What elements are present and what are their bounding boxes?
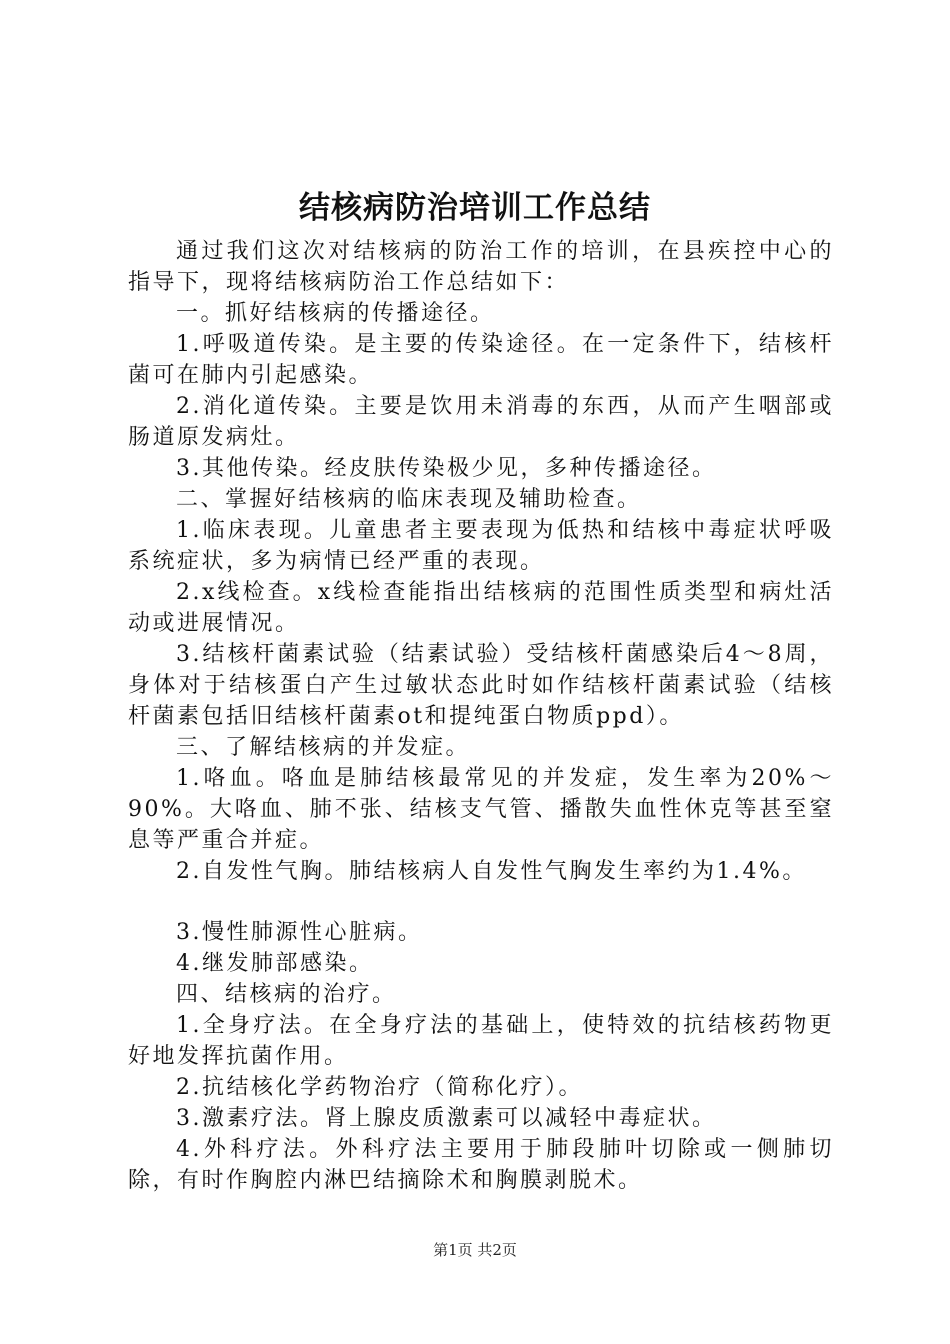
document-title: 结核病防治培训工作总结 [299, 190, 651, 226]
paragraph: 4.继发肺部感染。 [176, 951, 374, 976]
paragraph: 4.外科疗法。外科疗法主要用于肺段肺叶切除或一侧肺切除，有时作胸腔内淋巴结摘除术和胸膜剥脱术。 [128, 1137, 834, 1193]
paragraph: 1.呼吸道传染。是主要的传染途径。在一定条件下，结核杆菌可在肺内引起感染。 [128, 332, 834, 388]
paragraph: 2.消化道传染。主要是饮用未消毒的东西，从而产生咽部或肠道原发病灶。 [128, 394, 834, 450]
paragraph-intro: 通过我们这次对结核病的防治工作的培训，在县疾控中心的指导下，现将结核病防治工作总结如下： [128, 239, 834, 295]
paragraph: 3.激素疗法。肾上腺皮质激素可以减轻中毒症状。 [176, 1106, 717, 1131]
paragraph: 3.其他传染。经皮肤传染极少见，多种传播途径。 [176, 456, 717, 481]
paragraph: 1.咯血。咯血是肺结核最常见的并发症，发生率为20%～90%。大咯血、肺不张、结核支气管、播散失血性休克等甚至窒息等严重合并症。 [128, 766, 834, 853]
page-number-footer: 第1页 共2页 [433, 1241, 517, 1259]
section-heading-1: 一。抓好结核病的传播途径。 [176, 301, 495, 326]
document-body [128, 236, 834, 1196]
paragraph: 1.临床表现。儿童患者主要表现为低热和结核中毒症状呼吸系统症状，多为病情已经严重的表现。 [128, 518, 834, 574]
paragraph: 3.慢性肺源性心脏病。 [176, 920, 423, 945]
paragraph: 2.x线检查。x线检查能指出结核病的范围性质类型和病灶活动或进展情况。 [128, 580, 834, 636]
section-heading-3: 三、了解结核病的并发症。 [176, 735, 471, 760]
paragraph: 2.自发性气胸。肺结核病人自发性气胸发生率约为1.4%。 [176, 859, 807, 884]
paragraph: 3.结核杆菌素试验（结素试验）受结核杆菌感染后4～8周，身体对于结核蛋白产生过敏状态此时如作结核杆菌素试验（结核杆菌素包括旧结核杆菌素ot和提纯蛋白物质ppd）。 [128, 642, 834, 729]
section-heading-4: 四、结核病的治疗。 [176, 982, 397, 1007]
paragraph: 1.全身疗法。在全身疗法的基础上，使特效的抗结核药物更好地发挥抗菌作用。 [128, 1013, 834, 1069]
section-heading-2: 二、掌握好结核病的临床表现及辅助检查。 [176, 487, 642, 512]
paragraph: 2.抗结核化学药物治疗（简称化疗）。 [176, 1075, 583, 1100]
